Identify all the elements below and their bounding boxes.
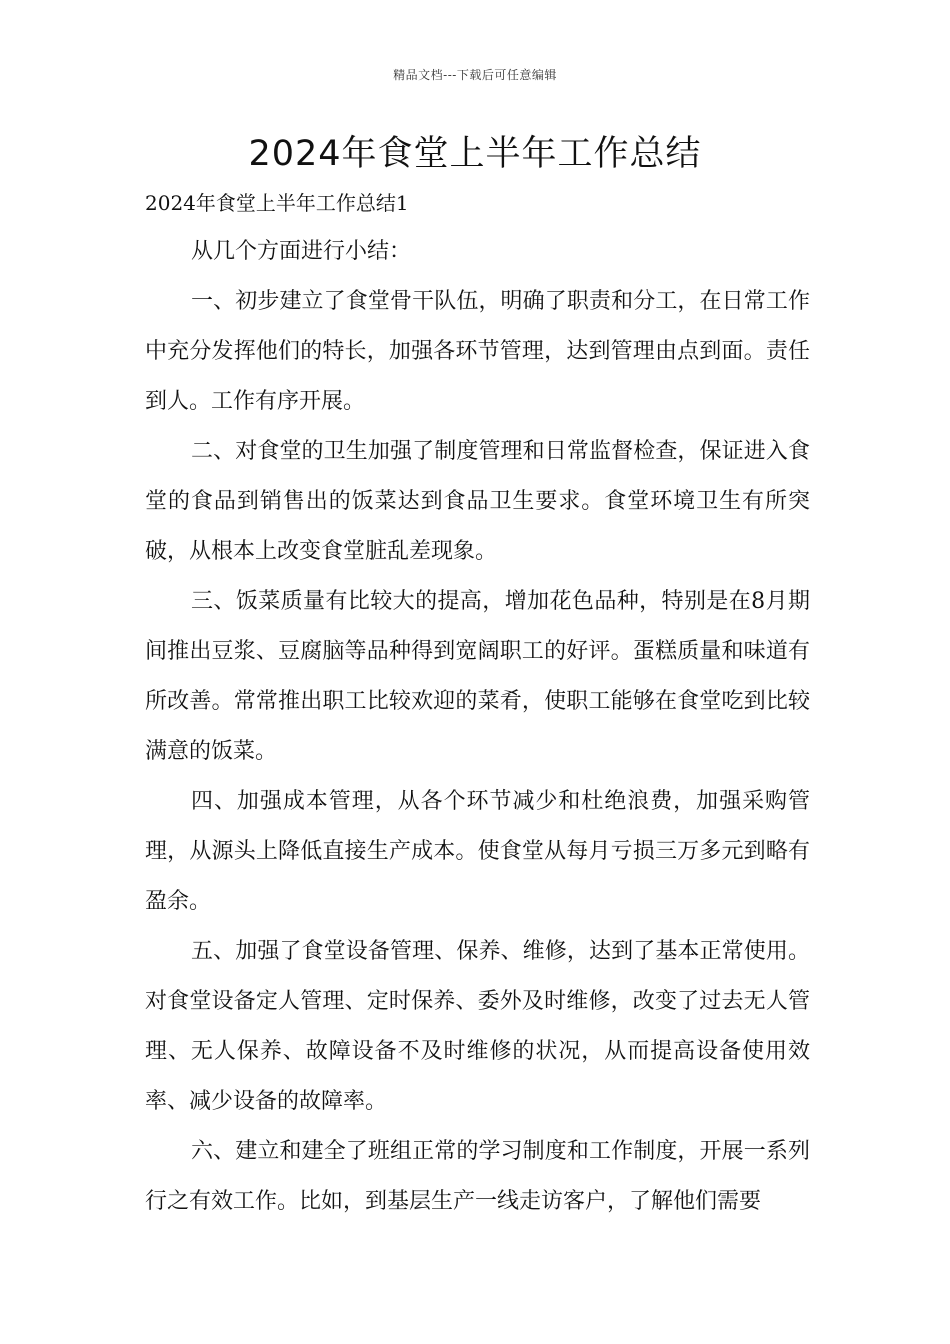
document-title: 2024年食堂上半年工作总结 <box>248 134 702 174</box>
paragraph-5: 五、加强了食堂设备管理、保养、维修，达到了基本正常使用。对食堂设备定人管理、定时保养、委外及时维修，改变了过去无人管理、无人保养、故障设备不及时维修的状况，从而提高设备使用效率、减少设备的故障率。 <box>145 939 810 1114</box>
paragraph-1: 一、初步建立了食堂骨干队伍，明确了职责和分工，在日常工作中充分发挥他们的特长，加强各环节管理，达到管理由点到面。责任到人。工作有序开展。 <box>145 289 810 414</box>
section-subtitle: 2024年食堂上半年工作总结1 <box>145 191 409 215</box>
header-note: 精品文档---下载后可任意编辑 <box>393 68 557 82</box>
paragraph-intro: 从几个方面进行小结： <box>191 239 412 264</box>
body-text <box>145 227 810 1227</box>
paragraph-4: 四、加强成本管理，从各个环节减少和杜绝浪费，加强采购管理，从源头上降低直接生产成本。使食堂从每月亏损三万多元到略有盈余。 <box>145 789 810 914</box>
paragraph-2: 二、对食堂的卫生加强了制度管理和日常监督检查，保证进入食堂的食品到销售出的饭菜达到食品卫生要求。食堂环境卫生有所突破，从根本上改变食堂脏乱差现象。 <box>145 439 810 564</box>
paragraph-3: 三、饭菜质量有比较大的提高，增加花色品种，特别是在8月期间推出豆浆、豆腐脑等品种得到宽阔职工的好评。蛋糕质量和味道有所改善。常常推出职工比较欢迎的菜肴，使职工能够在食堂吃到比较满意的饭菜。 <box>145 589 810 764</box>
paragraph-6: 六、建立和建全了班组正常的学习制度和工作制度，开展一系列行之有效工作。比如，到基层生产一线走访客户，了解他们需要 <box>145 1139 810 1214</box>
